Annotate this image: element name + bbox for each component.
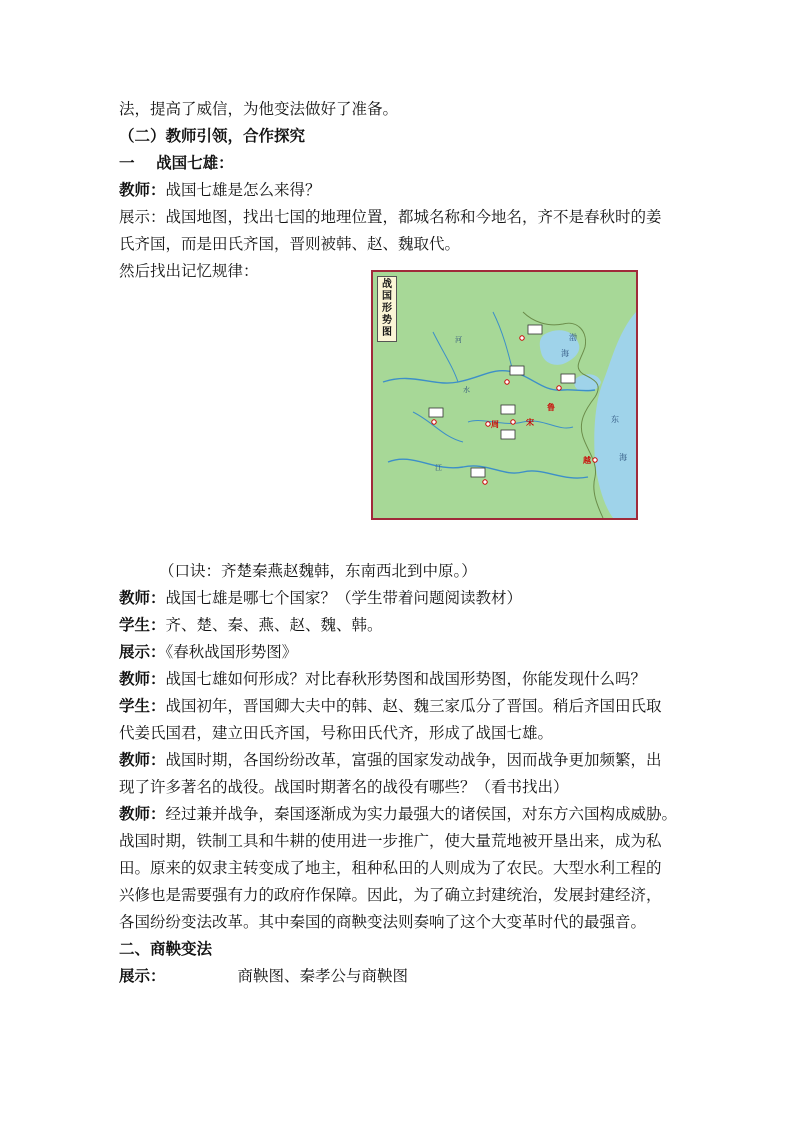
dialogue-line: 教师：战国七雄如何形成？对比春秋形势图和战国形势图，你能发现什么吗？ xyxy=(119,670,647,688)
capital-marker xyxy=(486,422,490,426)
map-label-hai2: 海 xyxy=(619,453,627,462)
blank-label-box xyxy=(429,408,443,417)
dialogue-line: 学生：战国初年，晋国卿大夫中的韩、赵、魏三家瓜分了晋国。稍后齐国田氏取 xyxy=(119,697,662,715)
text-line: 现了许多著名的战役。战国时期著名的战役有哪些？（看书找出） xyxy=(119,778,569,796)
text-line: 氏齐国，而是田氏齐国，晋则被韩、赵、魏取代。 xyxy=(119,235,461,253)
dialogue-line: 教师：战国时期，各国纷纷改革，富强的国家发动战争，因而战争更加频繁，出 xyxy=(119,751,662,769)
speaker-label: 教师： xyxy=(119,751,166,769)
map-label-river: 水 xyxy=(463,386,470,394)
capital-marker xyxy=(432,420,436,424)
blank-label-box xyxy=(528,325,542,334)
capital-marker xyxy=(593,458,597,462)
capital-marker xyxy=(483,480,487,484)
dialogue-line: 教师：经过兼并战争，秦国逐渐成为实力最强大的诸侯国，对东方六国构成威胁。 xyxy=(119,805,678,823)
dialogue-line: 学生：齐、楚、秦、燕、赵、魏、韩。 xyxy=(119,616,383,634)
map-label-zhou: 周 xyxy=(491,420,499,429)
speaker-label: 教师： xyxy=(119,589,166,607)
text-line: 战国时期，铁制工具和牛耕的使用进一步推广，使大量荒地被开垦出来，成为私 xyxy=(119,832,662,850)
dialogue-line: 展示：战国地图，找出七国的地理位置，都城名称和今地名，齐不是春秋时的姜 xyxy=(119,208,662,226)
map-label-hai: 海 xyxy=(561,349,569,358)
huai-river xyxy=(468,421,573,428)
speaker-label: 教师： xyxy=(119,181,166,199)
text-line: 兴修也是需要强有力的政府作保障。因此，为了确立封建统治，发展封建经济， xyxy=(119,886,662,904)
capital-marker xyxy=(557,386,561,390)
map-label-song: 宋 xyxy=(526,418,534,427)
dialogue-line: 教师：战国七雄是哪七个国家？（学生带着问题阅读教材） xyxy=(119,589,523,607)
warring-states-map xyxy=(371,270,638,520)
mnemonic-line: （口诀：齐楚秦燕赵魏韩，东南西北到中原。） xyxy=(159,562,477,580)
capital-marker xyxy=(505,380,509,384)
section-heading: 二、商鞅变法 xyxy=(119,940,213,958)
text-line: 代姜氏国君，建立田氏齐国，号称田氏代齐，形成了战国七雄。 xyxy=(119,724,554,742)
blank-label-box xyxy=(561,374,575,383)
speaker-label: 教师： xyxy=(119,670,166,688)
speaker-label: 展示： xyxy=(119,643,166,661)
blank-label-box xyxy=(501,430,515,439)
dialogue-line: 教师：战国七雄是怎么来得？ xyxy=(119,181,321,199)
section-heading: （二）教师引领，合作探究 xyxy=(119,127,306,145)
dialogue-line: 展示： 商鞅图、秦孝公与商鞅图 xyxy=(119,967,409,985)
subsection-heading: 一 战国七雄： xyxy=(119,154,234,172)
blank-label-box xyxy=(510,366,524,375)
yangtze-river xyxy=(388,459,588,478)
map-label-yue: 越 xyxy=(583,456,591,465)
map-label-river: 河 xyxy=(455,336,462,344)
map-label-dong: 东 xyxy=(611,415,619,424)
document-body xyxy=(119,96,679,990)
capital-marker xyxy=(511,420,515,424)
text-line: 田。原来的奴隶主转变成了地主，租种私田的人则成为了农民。大型水利工程的 xyxy=(119,859,662,877)
speaker-label: 展示： xyxy=(119,967,166,985)
river-branch xyxy=(493,312,513,372)
speaker-label: 学生： xyxy=(119,697,166,715)
speaker-label: 教师： xyxy=(119,805,166,823)
blank-label-box xyxy=(471,468,485,477)
speaker-label: 学生： xyxy=(119,616,166,634)
map-label-river: 江 xyxy=(435,464,442,472)
dialogue-line: 展示：《春秋战国形势图》 xyxy=(119,643,298,661)
map-title: 战国形势图 xyxy=(377,276,397,342)
text-line: 各国纷纷变法改革。其中秦国的商鞅变法则奏响了这个大变革时代的最强音。 xyxy=(119,913,647,931)
map-graphic xyxy=(373,272,636,518)
text-line: 法，提高了威信，为他变法做好了准备。 xyxy=(119,100,399,118)
speaker-label: 展示： xyxy=(119,208,166,226)
blank-label-box xyxy=(501,405,515,414)
map-label-lu: 鲁 xyxy=(547,403,555,412)
text-line: 然后找出记忆规律： xyxy=(119,262,259,280)
capital-marker xyxy=(520,336,524,340)
map-label-bo: 渤 xyxy=(569,333,577,342)
